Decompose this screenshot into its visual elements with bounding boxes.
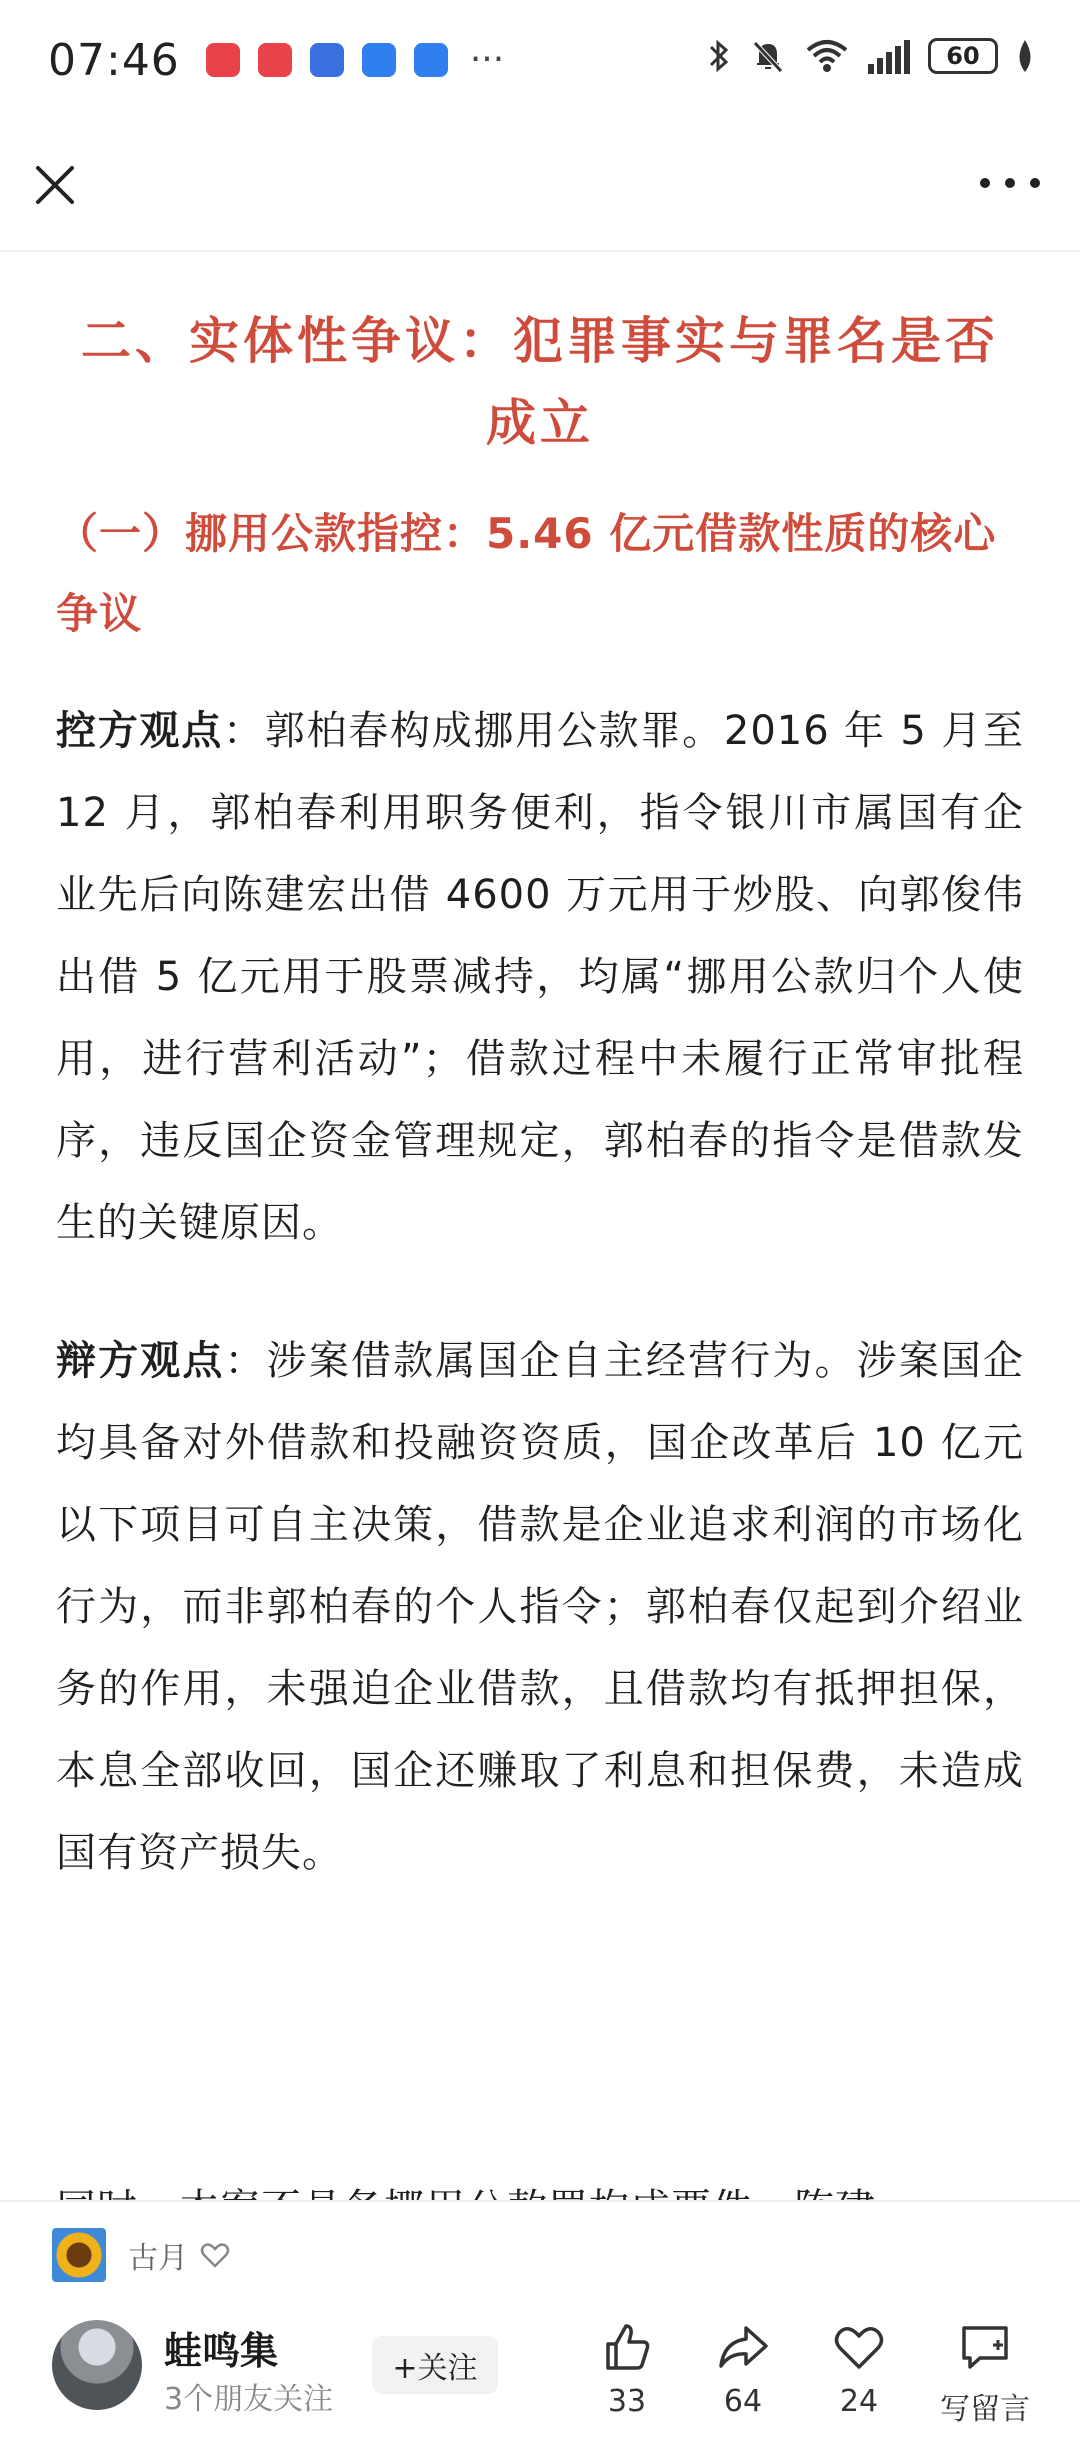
prosecution-paragraph — [56, 690, 1024, 1264]
background-music[interactable] — [52, 2228, 230, 2282]
music-name: 古月 — [128, 2241, 188, 2276]
section-heading: 二、实体性争议：犯罪事实与罪名是否成立 — [81, 312, 999, 452]
huawei-app-icon — [258, 43, 292, 77]
huawei-app-icon — [206, 43, 240, 77]
paragraph-text: ：涉案借款属国企自主经营行为。涉案国企均具备对外借款和投融资资质，国企改革后 10 亿元以下项目可自主决策，借款是企业追求利润的市场化行为，而非郭柏春的个人指令；郭柏春仅起到介绍业务的作用，未强迫企业借款，且借款均有抵押担保，本息全部收回，国企还赚取了利息和担保费，未造成国有资产损失。 — [56, 1338, 1025, 1876]
heart-icon — [832, 2320, 886, 2374]
battery-indicator: 60 — [928, 38, 998, 74]
music-heart-icon[interactable] — [200, 2240, 230, 2270]
mute-bell-icon — [748, 36, 788, 76]
article-body — [56, 300, 1024, 1894]
bluetooth-icon — [706, 36, 732, 76]
author-name[interactable]: 蛙鸣集 — [164, 2329, 279, 2373]
favorite-count: 24 — [839, 2384, 879, 2419]
more-notifications-icon: ··· — [469, 39, 505, 80]
paragraph-label: 辩方观点 — [56, 1338, 225, 1384]
music-thumbnail — [52, 2228, 106, 2282]
status-indicators — [706, 36, 1036, 76]
paragraph-text: ：郭柏春构成挪用公款罪。2016 年 5 月至 12 月，郭柏春利用职务便利，指令银川市属国有企业先后向陈建宏出借 4600 万元用于炒股、向郭俊伟出借 5 亿元用于股票减持，均属“挪用公款归个人使用，进行营利活动”；借款过程中未履行正常审批程序，违反国企资金管理规定，郭柏春的指令是借款发生的关键原因。 — [56, 708, 1025, 1246]
subsection-heading: （一）挪用公款指控：5.46 亿元借款性质的核心争议 — [56, 509, 997, 638]
signal-icon — [866, 36, 912, 76]
app-notification-icon — [362, 43, 396, 77]
defense-paragraph — [56, 1320, 1024, 1894]
friends-following-text: 3个朋友关注 — [164, 2382, 334, 2417]
share-button[interactable] — [688, 2314, 798, 2419]
like-button[interactable] — [572, 2314, 682, 2419]
comment-icon — [958, 2320, 1012, 2374]
header-divider — [0, 250, 1080, 252]
upload-app-icon — [414, 43, 448, 77]
author-avatar[interactable] — [52, 2320, 142, 2410]
status-bar — [0, 0, 1080, 120]
follow-button[interactable]: +关注 — [372, 2336, 498, 2394]
wifi-icon — [804, 36, 850, 76]
browser-app-icon — [310, 43, 344, 77]
write-comment-label: 写留言 — [940, 2392, 1030, 2427]
write-comment-button[interactable] — [920, 2314, 1050, 2428]
like-count: 33 — [607, 2384, 647, 2419]
more-options-icon[interactable] — [980, 168, 1040, 198]
bottom-bar — [0, 2200, 1080, 2440]
thumbs-up-icon — [600, 2320, 654, 2374]
leaf-icon — [1014, 38, 1036, 74]
author-row — [52, 2314, 1032, 2427]
close-icon[interactable] — [30, 160, 80, 210]
share-arrow-icon — [716, 2320, 770, 2374]
top-navigation — [0, 140, 1080, 250]
status-time: 07:46 — [48, 34, 180, 86]
share-count: 64 — [723, 2384, 763, 2419]
favorite-button[interactable] — [804, 2314, 914, 2419]
paragraph-label: 控方观点 — [56, 708, 223, 754]
